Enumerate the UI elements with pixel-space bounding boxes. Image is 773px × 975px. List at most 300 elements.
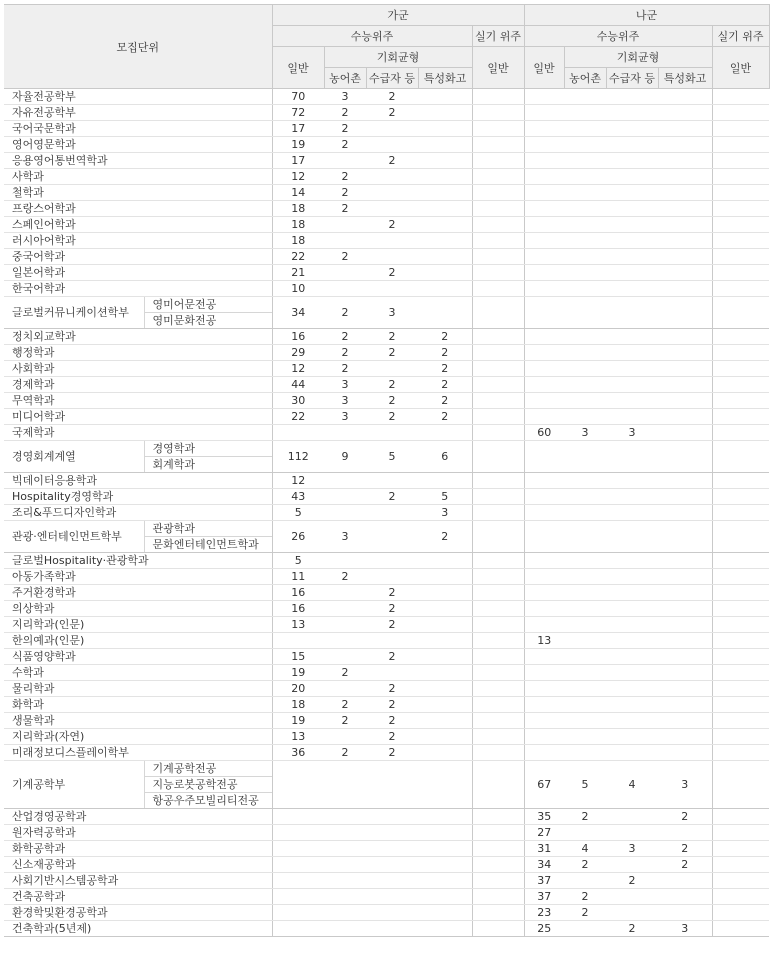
quota-cell — [564, 633, 606, 649]
quota-cell — [472, 329, 524, 345]
table-row — [4, 137, 769, 153]
quota-cell: 2 — [366, 345, 418, 361]
quota-cell: 2 — [564, 889, 606, 905]
unit-name: 산업경영공학과 — [4, 809, 272, 825]
quota-cell — [472, 745, 524, 761]
quota-cell — [712, 889, 769, 905]
quota-cell: 18 — [272, 201, 324, 217]
unit-name: 사회기반시스템공학과 — [4, 873, 272, 889]
na-teukseong-header: 특성화고 — [658, 68, 712, 89]
ga-silgi-header: 실기 위주 — [472, 26, 524, 47]
quota-cell: 3 — [324, 393, 366, 409]
quota-cell: 2 — [324, 201, 366, 217]
quota-cell — [658, 345, 712, 361]
quota-cell: 3 — [324, 377, 366, 393]
table-row — [4, 105, 769, 121]
quota-cell — [418, 665, 472, 681]
quota-cell — [366, 841, 418, 857]
quota-cell — [272, 825, 324, 841]
quota-cell — [658, 169, 712, 185]
quota-cell — [472, 169, 524, 185]
quota-cell — [418, 89, 472, 105]
quota-cell — [472, 857, 524, 873]
quota-cell — [564, 729, 606, 745]
quota-cell — [472, 921, 524, 937]
na-suneung-header: 수능위주 — [524, 26, 712, 47]
quota-cell: 4 — [606, 761, 658, 809]
quota-cell: 3 — [606, 425, 658, 441]
quota-cell — [712, 121, 769, 137]
quota-cell: 11 — [272, 569, 324, 585]
quota-cell — [712, 489, 769, 505]
table-row — [4, 185, 769, 201]
quota-cell — [524, 169, 564, 185]
unit-name: 지리학과(인문) — [4, 617, 272, 633]
quota-cell — [472, 569, 524, 585]
unit-name: 사회학과 — [4, 361, 272, 377]
quota-cell — [324, 553, 366, 569]
quota-cell — [712, 425, 769, 441]
quota-cell — [524, 297, 564, 329]
quota-cell: 2 — [658, 809, 712, 825]
quota-cell — [524, 473, 564, 489]
quota-cell — [712, 905, 769, 921]
table-row — [4, 217, 769, 233]
quota-cell — [472, 553, 524, 569]
unit-name: 영어영문학과 — [4, 137, 272, 153]
table-row — [4, 345, 769, 361]
quota-cell: 36 — [272, 745, 324, 761]
quota-cell — [324, 217, 366, 233]
table-row — [4, 665, 769, 681]
unit-name: 응용영어통번역학과 — [4, 153, 272, 169]
quota-cell — [324, 489, 366, 505]
quota-cell — [524, 617, 564, 633]
quota-cell — [418, 473, 472, 489]
table-row — [4, 857, 769, 873]
quota-cell — [418, 649, 472, 665]
quota-cell — [606, 713, 658, 729]
na-ilban-header: 일반 — [524, 47, 564, 89]
quota-cell: 5 — [272, 505, 324, 521]
quota-cell — [564, 377, 606, 393]
quota-cell — [658, 105, 712, 121]
quota-cell — [658, 665, 712, 681]
quota-cell: 2 — [366, 217, 418, 233]
quota-cell — [606, 281, 658, 297]
quota-cell — [524, 89, 564, 105]
unit-name: 자율전공학부 — [4, 89, 272, 105]
quota-cell — [366, 201, 418, 217]
quota-cell — [418, 281, 472, 297]
quota-cell — [712, 521, 769, 553]
quota-cell — [472, 409, 524, 425]
quota-cell — [472, 585, 524, 601]
quota-cell — [524, 649, 564, 665]
quota-cell — [658, 265, 712, 281]
quota-cell: 2 — [324, 745, 366, 761]
quota-cell: 70 — [272, 89, 324, 105]
unit-name: 한의예과(인문) — [4, 633, 272, 649]
quota-cell — [712, 921, 769, 937]
quota-cell: 10 — [272, 281, 324, 297]
quota-cell — [324, 617, 366, 633]
quota-cell — [606, 569, 658, 585]
quota-cell — [324, 681, 366, 697]
quota-cell: 2 — [366, 377, 418, 393]
quota-cell — [712, 409, 769, 425]
quota-cell — [472, 105, 524, 121]
quota-cell — [472, 185, 524, 201]
unit-name: 한국어학과 — [4, 281, 272, 297]
quota-cell — [324, 825, 366, 841]
quota-cell — [658, 153, 712, 169]
quota-cell — [418, 601, 472, 617]
quota-cell: 2 — [366, 409, 418, 425]
quota-cell — [524, 393, 564, 409]
unit-name: 물리학과 — [4, 681, 272, 697]
na-silgi-ilban-header: 일반 — [712, 47, 769, 89]
na-sugupja-header: 수급자 등 — [606, 68, 658, 89]
quota-cell: 16 — [272, 329, 324, 345]
quota-cell — [472, 521, 524, 553]
table-row — [4, 617, 769, 633]
quota-cell — [524, 681, 564, 697]
quota-cell — [712, 185, 769, 201]
quota-cell — [658, 713, 712, 729]
quota-cell — [324, 233, 366, 249]
quota-cell: 15 — [272, 649, 324, 665]
quota-cell — [418, 185, 472, 201]
quota-cell — [366, 905, 418, 921]
quota-cell: 2 — [366, 601, 418, 617]
quota-cell — [418, 841, 472, 857]
quota-cell: 2 — [658, 857, 712, 873]
table-row — [4, 713, 769, 729]
quota-cell — [472, 649, 524, 665]
table-row — [4, 201, 769, 217]
quota-cell — [418, 905, 472, 921]
quota-cell — [606, 393, 658, 409]
quota-cell — [606, 697, 658, 713]
quota-cell: 2 — [324, 713, 366, 729]
unit-name: 환경학및환경공학과 — [4, 905, 272, 921]
quota-cell — [712, 201, 769, 217]
quota-cell — [366, 633, 418, 649]
quota-cell — [658, 553, 712, 569]
unit-name: 빅데이터응용학과 — [4, 473, 272, 489]
unit-name: 미래정보디스플레이학부 — [4, 745, 272, 761]
quota-cell — [472, 473, 524, 489]
quota-cell — [658, 425, 712, 441]
quota-cell — [524, 185, 564, 201]
quota-cell: 2 — [366, 617, 418, 633]
quota-cell: 2 — [418, 521, 472, 553]
quota-cell — [658, 697, 712, 713]
quota-cell — [712, 585, 769, 601]
quota-cell — [712, 137, 769, 153]
quota-cell — [564, 505, 606, 521]
quota-cell — [658, 329, 712, 345]
quota-cell — [606, 745, 658, 761]
unit-name: 수학과 — [4, 665, 272, 681]
quota-cell — [712, 809, 769, 825]
quota-cell — [472, 361, 524, 377]
quota-cell: 2 — [418, 377, 472, 393]
quota-cell: 2 — [418, 393, 472, 409]
unit-name: 지리학과(자연) — [4, 729, 272, 745]
quota-cell: 3 — [658, 921, 712, 937]
quota-cell — [606, 489, 658, 505]
quota-cell — [564, 681, 606, 697]
quota-cell — [524, 521, 564, 553]
quota-cell — [324, 585, 366, 601]
quota-cell — [524, 121, 564, 137]
table-row — [4, 473, 769, 489]
quota-cell — [658, 201, 712, 217]
quota-cell — [524, 265, 564, 281]
quota-cell — [606, 809, 658, 825]
quota-cell: 19 — [272, 713, 324, 729]
sub-unit-list — [144, 761, 272, 809]
quota-cell — [418, 809, 472, 825]
table-row — [4, 409, 769, 425]
table-row — [4, 681, 769, 697]
quota-cell — [712, 745, 769, 761]
quota-cell — [712, 633, 769, 649]
quota-cell: 2 — [418, 345, 472, 361]
quota-cell — [606, 729, 658, 745]
quota-cell — [606, 137, 658, 153]
unit-name: 화학공학과 — [4, 841, 272, 857]
quota-cell: 14 — [272, 185, 324, 201]
quota-cell — [418, 105, 472, 121]
quota-cell — [564, 233, 606, 249]
unit-name: 국제학과 — [4, 425, 272, 441]
quota-cell — [564, 217, 606, 233]
quota-cell — [524, 409, 564, 425]
quota-cell — [472, 697, 524, 713]
quota-cell — [712, 761, 769, 809]
quota-cell — [366, 425, 418, 441]
quota-cell — [366, 473, 418, 489]
quota-cell — [472, 137, 524, 153]
quota-cell — [658, 361, 712, 377]
quota-cell — [524, 569, 564, 585]
quota-cell — [324, 265, 366, 281]
ga-teukseong-header: 특성화고 — [418, 68, 472, 89]
quota-cell: 9 — [324, 441, 366, 473]
quota-cell — [472, 393, 524, 409]
quota-cell: 34 — [272, 297, 324, 329]
quota-cell: 18 — [272, 697, 324, 713]
quota-cell — [564, 617, 606, 633]
table-header — [4, 5, 769, 89]
quota-cell — [658, 281, 712, 297]
quota-cell — [472, 89, 524, 105]
quota-cell: 112 — [272, 441, 324, 473]
table-row — [4, 585, 769, 601]
quota-cell — [472, 633, 524, 649]
table-row — [4, 329, 769, 345]
quota-cell: 2 — [324, 297, 366, 329]
unit-name: 국어국문학과 — [4, 121, 272, 137]
quota-cell — [658, 489, 712, 505]
table-row — [4, 569, 769, 585]
quota-cell — [606, 217, 658, 233]
quota-cell — [564, 521, 606, 553]
quota-cell — [564, 665, 606, 681]
quota-cell — [472, 121, 524, 137]
quota-cell: 23 — [524, 905, 564, 921]
unit-name: 경제학과 — [4, 377, 272, 393]
table-row — [4, 265, 769, 281]
table-row — [4, 249, 769, 265]
quota-cell — [564, 329, 606, 345]
quota-cell — [366, 569, 418, 585]
quota-cell — [418, 697, 472, 713]
unit-name: 주거환경학과 — [4, 585, 272, 601]
quota-cell — [658, 137, 712, 153]
quota-cell — [564, 585, 606, 601]
quota-cell — [712, 713, 769, 729]
ga-sugupja-header: 수급자 등 — [366, 68, 418, 89]
quota-cell — [606, 361, 658, 377]
quota-cell — [658, 393, 712, 409]
unit-name: 글로벌Hospitality·관광학과 — [4, 553, 272, 569]
sub-unit-name: 관광학과 — [145, 521, 272, 537]
quota-cell — [418, 217, 472, 233]
ga-gihoe-header: 기회균형 — [324, 47, 472, 68]
quota-cell — [564, 713, 606, 729]
quota-cell: 44 — [272, 377, 324, 393]
quota-cell — [606, 169, 658, 185]
quota-cell — [418, 617, 472, 633]
admission-quota-table — [4, 4, 770, 937]
quota-cell — [366, 249, 418, 265]
quota-cell — [564, 553, 606, 569]
quota-cell — [524, 601, 564, 617]
quota-cell — [712, 89, 769, 105]
quota-cell: 6 — [418, 441, 472, 473]
quota-cell: 3 — [324, 521, 366, 553]
quota-cell — [658, 617, 712, 633]
quota-cell: 2 — [324, 105, 366, 121]
quota-cell — [366, 665, 418, 681]
quota-cell: 2 — [366, 105, 418, 121]
quota-cell: 2 — [564, 809, 606, 825]
quota-cell: 2 — [324, 137, 366, 153]
quota-cell — [524, 105, 564, 121]
quota-cell: 16 — [272, 601, 324, 617]
quota-cell — [272, 633, 324, 649]
quota-cell — [712, 681, 769, 697]
quota-cell — [712, 441, 769, 473]
unit-name: Hospitality경영학과 — [4, 489, 272, 505]
quota-cell — [564, 89, 606, 105]
quota-cell — [524, 249, 564, 265]
quota-cell — [472, 489, 524, 505]
quota-cell — [606, 377, 658, 393]
quota-cell — [606, 617, 658, 633]
quota-cell: 43 — [272, 489, 324, 505]
quota-cell — [324, 281, 366, 297]
unit-name: 건축공학과 — [4, 889, 272, 905]
table-row — [4, 649, 769, 665]
quota-cell: 60 — [524, 425, 564, 441]
quota-cell — [272, 889, 324, 905]
quota-cell — [324, 857, 366, 873]
quota-cell — [712, 665, 769, 681]
quota-cell — [324, 649, 366, 665]
quota-cell — [564, 473, 606, 489]
quota-cell — [712, 473, 769, 489]
quota-cell — [418, 633, 472, 649]
quota-cell — [324, 425, 366, 441]
quota-cell — [606, 89, 658, 105]
quota-cell: 13 — [524, 633, 564, 649]
quota-cell: 13 — [272, 729, 324, 745]
quota-cell — [712, 873, 769, 889]
quota-cell — [564, 105, 606, 121]
quota-cell — [472, 681, 524, 697]
quota-cell — [712, 297, 769, 329]
quota-cell: 22 — [272, 249, 324, 265]
na-nongeochon-header: 농어촌 — [564, 68, 606, 89]
quota-cell: 3 — [366, 297, 418, 329]
quota-cell — [472, 841, 524, 857]
quota-cell — [324, 905, 366, 921]
unit-name: 미디어학과 — [4, 409, 272, 425]
unit-header: 모집단위 — [4, 5, 272, 89]
unit-name: 관광·엔터테인먼트학부 — [4, 521, 144, 553]
quota-cell — [712, 393, 769, 409]
sub-unit-name: 영미문화전공 — [152, 314, 217, 327]
quota-cell: 2 — [366, 745, 418, 761]
quota-cell — [472, 153, 524, 169]
quota-cell — [366, 553, 418, 569]
na-gihoe-header: 기회균형 — [564, 47, 712, 68]
quota-cell: 2 — [564, 905, 606, 921]
quota-cell — [418, 297, 472, 329]
sub-unit-name: 문화엔터테인먼트학과 — [152, 538, 259, 551]
table-row — [4, 169, 769, 185]
quota-cell — [658, 905, 712, 921]
sub-unit-name: 경영학과 — [145, 441, 272, 457]
quota-cell: 2 — [324, 361, 366, 377]
table-row — [4, 889, 769, 905]
quota-cell — [606, 585, 658, 601]
quota-cell: 34 — [524, 857, 564, 873]
quota-cell — [324, 473, 366, 489]
quota-cell — [472, 889, 524, 905]
quota-cell — [658, 249, 712, 265]
quota-cell: 29 — [272, 345, 324, 361]
quota-cell: 18 — [272, 233, 324, 249]
quota-cell — [712, 841, 769, 857]
quota-cell — [564, 169, 606, 185]
quota-cell: 12 — [272, 361, 324, 377]
quota-cell — [524, 233, 564, 249]
quota-cell — [418, 249, 472, 265]
quota-cell — [472, 233, 524, 249]
quota-cell — [712, 153, 769, 169]
unit-name: 생물학과 — [4, 713, 272, 729]
quota-cell: 30 — [272, 393, 324, 409]
quota-cell — [324, 809, 366, 825]
quota-cell — [564, 569, 606, 585]
quota-cell — [712, 217, 769, 233]
